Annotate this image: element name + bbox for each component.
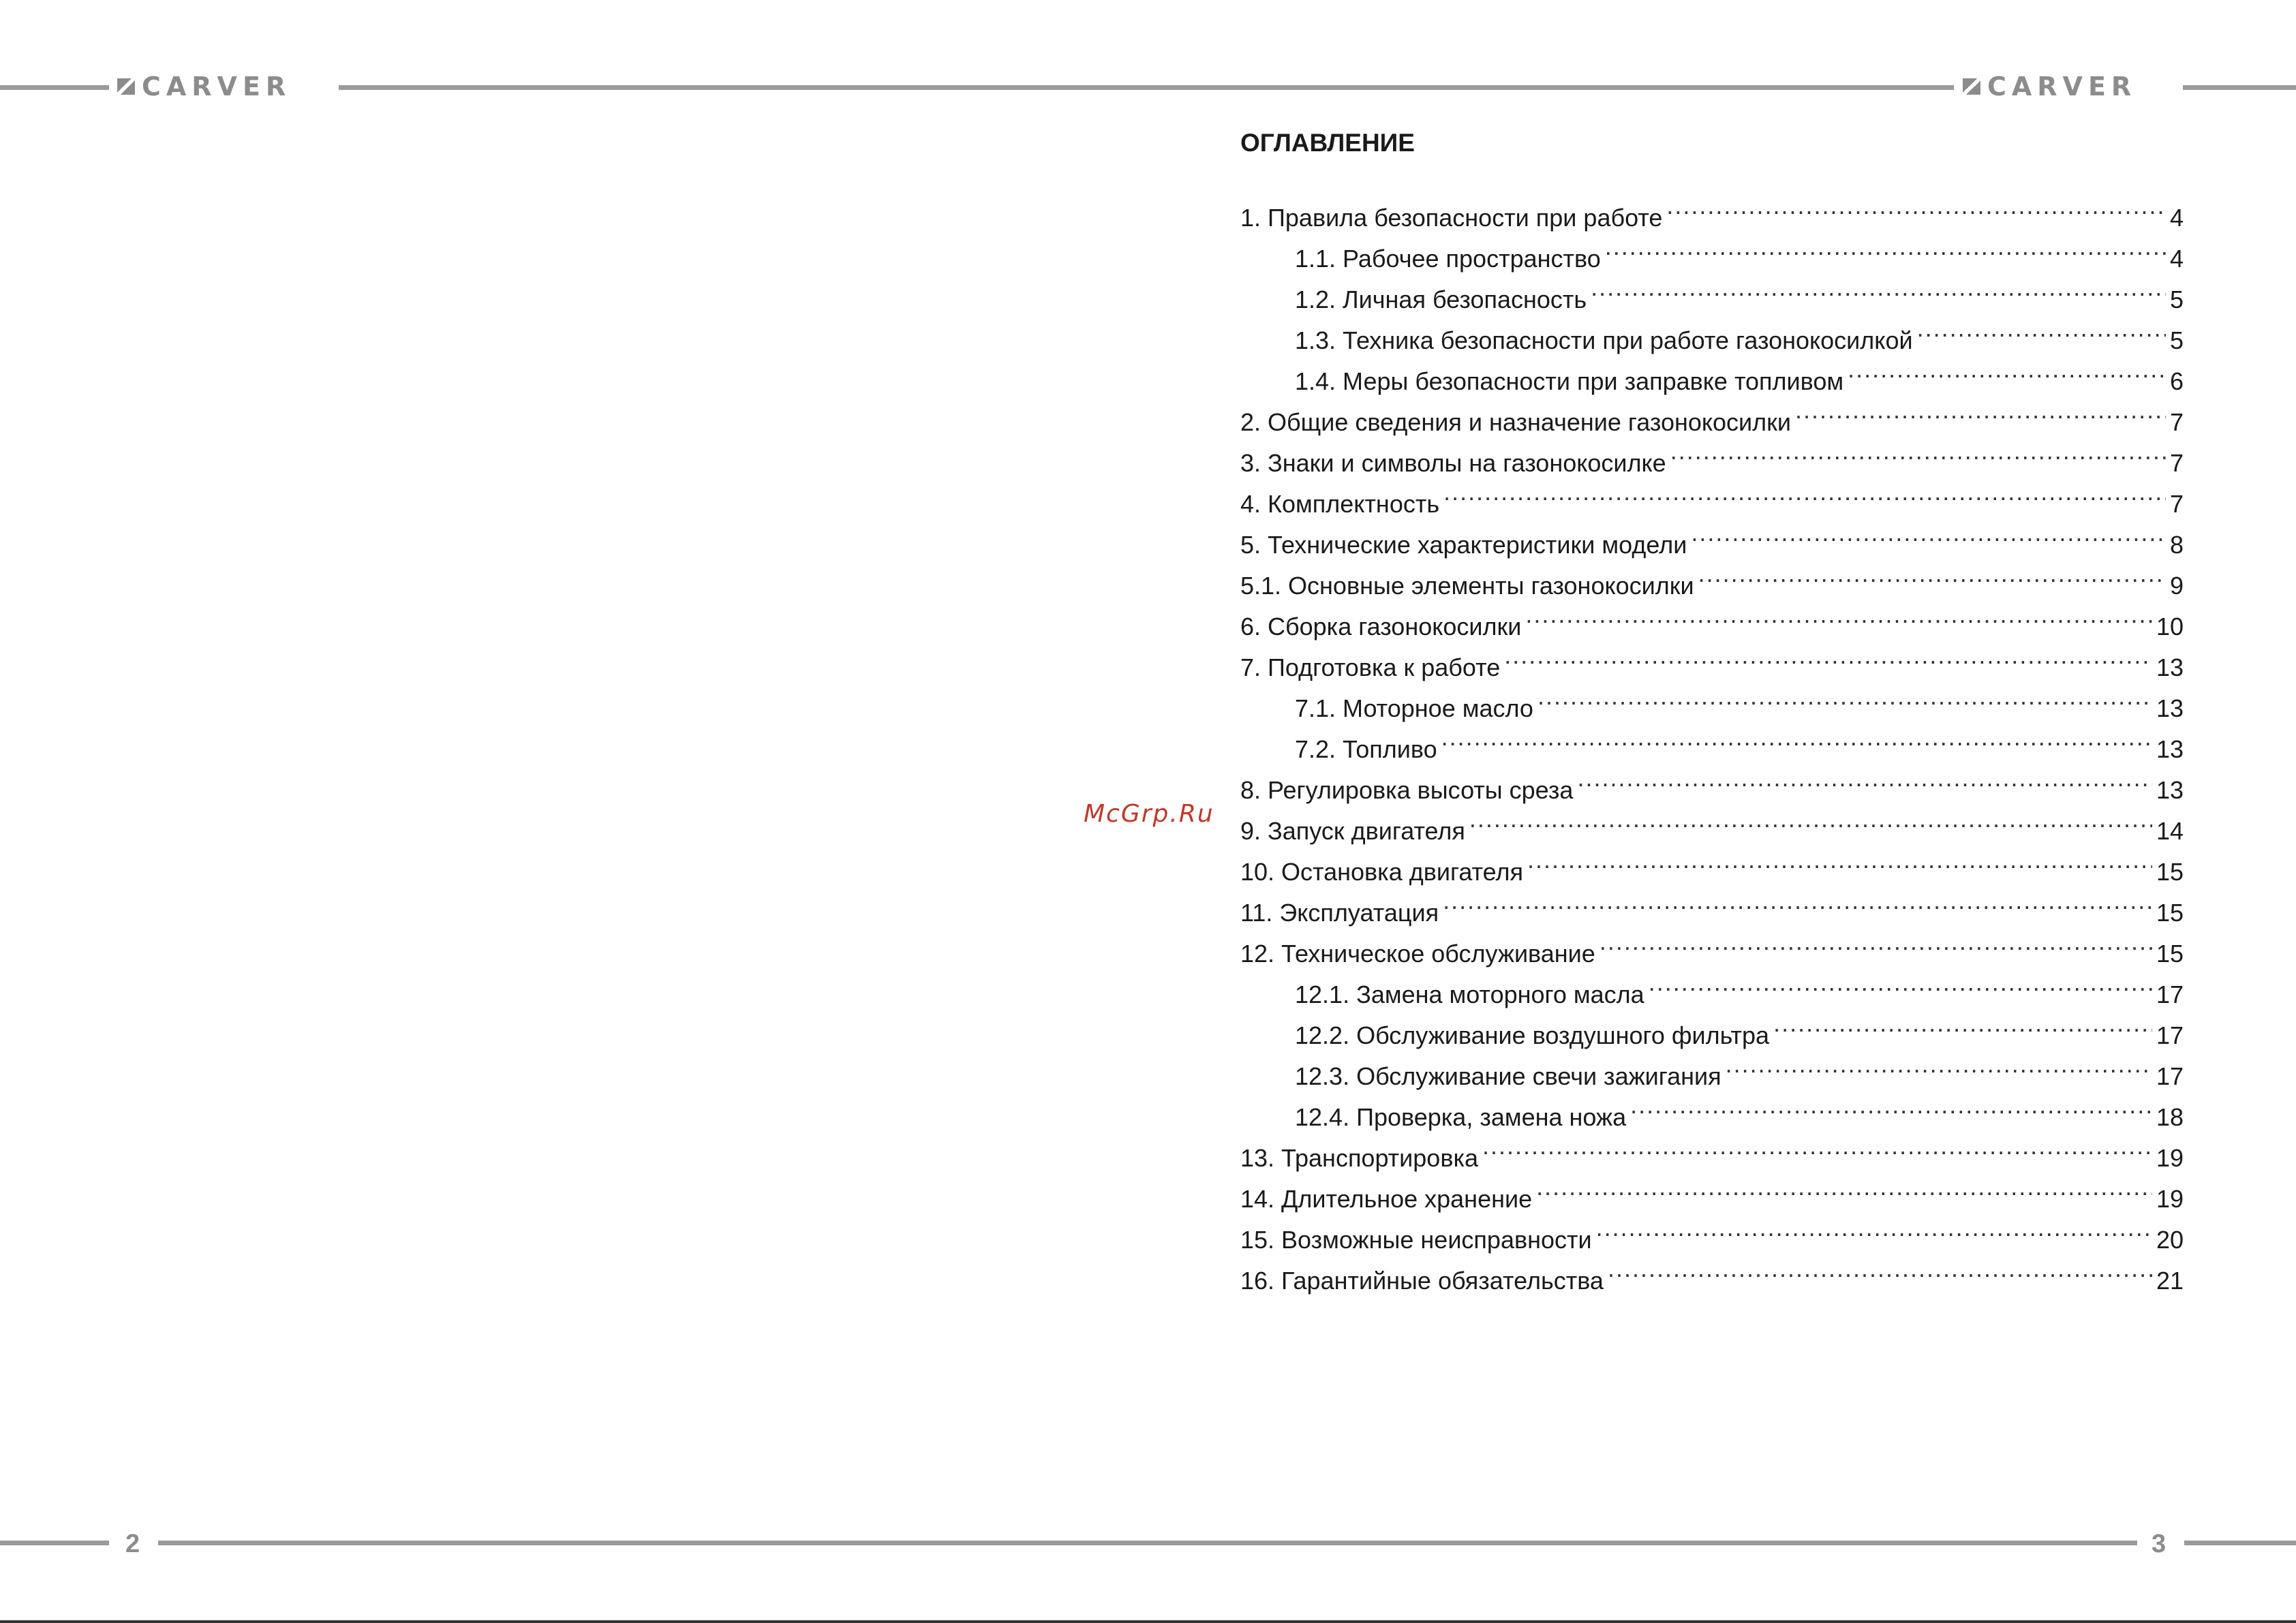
toc-entry-page: 7 (2169, 490, 2184, 518)
toc-entry-leader-dots (1536, 1166, 2152, 1207)
header-rule-middle (339, 85, 1954, 90)
toc-entry-label: 7. Подготовка к работе (1240, 653, 1501, 681)
toc-entry-leader-dots (1630, 1085, 2152, 1126)
toc-entry-page: 21 (2156, 1267, 2184, 1295)
logo-text-left: CARVER (142, 72, 292, 102)
toc-entry-label: 12.2. Обслуживание воздушного фильтра (1295, 1021, 1770, 1049)
toc-entry-page: 7 (2169, 449, 2184, 477)
toc-entry-page: 13 (2156, 694, 2184, 722)
toc-entry-label: 4. Комплектность (1240, 490, 1440, 518)
toc-entry-leader-dots (1666, 185, 2166, 226)
toc-entry[interactable] (1240, 185, 2184, 232)
toc-entry-leader-dots (1670, 431, 2166, 472)
toc-entry-leader-dots (1596, 1207, 2152, 1248)
page-number-left: 2 (125, 1530, 140, 1558)
toc-entry-page: 17 (2156, 1021, 2184, 1049)
toc-entry-leader-dots (1441, 717, 2152, 758)
toc-entry-leader-dots (1605, 226, 2166, 267)
toc-entry-page: 10 (2156, 613, 2184, 640)
toc-entry-page: 19 (2156, 1185, 2184, 1213)
toc-list (1240, 185, 2184, 1295)
toc-entry-leader-dots (1848, 349, 2166, 390)
toc-entry-page: 8 (2169, 531, 2184, 559)
toc-entry-label: 7.2. Топливо (1295, 735, 1437, 763)
toc-entry-page: 5 (2169, 326, 2184, 354)
toc-entry-leader-dots (1537, 676, 2152, 717)
toc-entry-leader-dots (1773, 1003, 2152, 1044)
toc-entry-page: 4 (2169, 245, 2184, 273)
footer-rule-middle (158, 1541, 2137, 1545)
toc-entry-leader-dots (1649, 962, 2152, 1003)
toc-title: ОГЛАВЛЕНИЕ (1240, 129, 1415, 157)
toc-entry-page: 17 (2156, 980, 2184, 1008)
toc-entry-label: 10. Остановка двигателя (1240, 858, 1523, 886)
toc-entry-leader-dots (1591, 267, 2166, 308)
toc-entry-leader-dots (1698, 553, 2166, 594)
page-number-right: 3 (2152, 1530, 2167, 1558)
toc-entry-label: 1.3. Техника безопасности при работе газонокосилкой (1295, 326, 1913, 354)
toc-entry-leader-dots (1726, 1044, 2152, 1085)
table-of-contents (1240, 123, 2184, 1295)
toc-entry-label: 3. Знаки и символы на газонокосилке (1240, 449, 1666, 477)
toc-entry-leader-dots (1443, 880, 2152, 921)
toc-entry-page: 13 (2156, 776, 2184, 804)
toc-entry-page: 15 (2156, 858, 2184, 886)
toc-entry-leader-dots (1527, 839, 2152, 880)
toc-entry-label: 5. Технические характеристики модели (1240, 531, 1687, 559)
toc-entry-page: 13 (2156, 735, 2184, 763)
toc-entry-leader-dots (1482, 1126, 2152, 1166)
carver-logo-icon (1963, 78, 1980, 95)
toc-entry-label: 9. Запуск двигателя (1240, 817, 1465, 845)
toc-entry-label: 12. Техническое обслуживание (1240, 940, 1595, 968)
toc-entry-label: 1.2. Личная безопасность (1295, 285, 1587, 313)
toc-entry-page: 9 (2169, 572, 2184, 600)
toc-entry-label: 8. Регулировка высоты среза (1240, 776, 1574, 804)
toc-entry-page: 5 (2169, 285, 2184, 313)
toc-entry-label: 14. Длительное хранение (1240, 1185, 1533, 1213)
header-rule-right-edge (2183, 85, 2296, 90)
header-rule-left-edge (0, 85, 109, 90)
toc-entry-leader-dots (1917, 308, 2166, 349)
toc-entry-leader-dots (1599, 921, 2152, 962)
toc-entry-leader-dots (1608, 1248, 2152, 1289)
toc-entry-label: 5.1. Основные элементы газонокосилки (1240, 572, 1694, 600)
toc-entry-label: 16. Гарантийные обязательства (1240, 1267, 1604, 1295)
toc-entry-label: 2. Общие сведения и назначение газонокосилки (1240, 408, 1792, 436)
toc-entry-label: 1.1. Рабочее пространство (1295, 245, 1601, 273)
toc-entry-page: 19 (2156, 1144, 2184, 1172)
toc-entry-leader-dots (1577, 758, 2152, 799)
toc-entry-page: 13 (2156, 653, 2184, 681)
toc-entry-label: 1. Правила безопасности при работе (1240, 204, 1663, 232)
toc-entry-leader-dots (1469, 799, 2152, 839)
toc-entry-leader-dots (1504, 635, 2152, 676)
header-logo-right (1963, 73, 2137, 100)
logo-text-right: CARVER (1987, 72, 2137, 102)
toc-entry-page: 14 (2156, 817, 2184, 845)
page-bottom-edge (0, 1620, 2296, 1623)
toc-entry-label: 6. Сборка газонокосилки (1240, 613, 1522, 640)
toc-entry-label: 13. Транспортировка (1240, 1144, 1479, 1172)
toc-entry-label: 7.1. Моторное масло (1295, 694, 1533, 722)
toc-entry-page: 15 (2156, 940, 2184, 968)
toc-entry-label: 12.1. Замена моторного масла (1295, 980, 1644, 1008)
footer-rule-left-edge (0, 1541, 109, 1545)
toc-entry-page: 6 (2169, 367, 2184, 395)
toc-entry-label: 15. Возможные неисправности (1240, 1226, 1592, 1254)
toc-entry-page: 7 (2169, 408, 2184, 436)
toc-entry-label: 1.4. Меры безопасности при заправке топливом (1295, 367, 1844, 395)
footer-rule-right-edge (2184, 1541, 2296, 1545)
toc-entry-label: 12.4. Проверка, замена ножа (1295, 1103, 1627, 1131)
toc-entry-leader-dots (1691, 512, 2166, 553)
watermark: McGrp.Ru (1084, 800, 1214, 828)
carver-logo-icon (117, 78, 135, 95)
toc-entry-leader-dots (1795, 390, 2166, 431)
header-logo-left (117, 73, 291, 100)
toc-entry-page: 17 (2156, 1062, 2184, 1090)
toc-entry-label: 12.3. Обслуживание свечи зажигания (1295, 1062, 1721, 1090)
toc-entry-page: 15 (2156, 899, 2184, 927)
toc-entry-page: 18 (2156, 1103, 2184, 1131)
toc-entry-leader-dots (1525, 594, 2152, 635)
toc-entry-page: 4 (2169, 204, 2184, 232)
toc-entry-leader-dots (1443, 472, 2166, 512)
toc-entry-page: 20 (2156, 1226, 2184, 1254)
toc-entry-label: 11. Эксплуатация (1240, 899, 1439, 927)
